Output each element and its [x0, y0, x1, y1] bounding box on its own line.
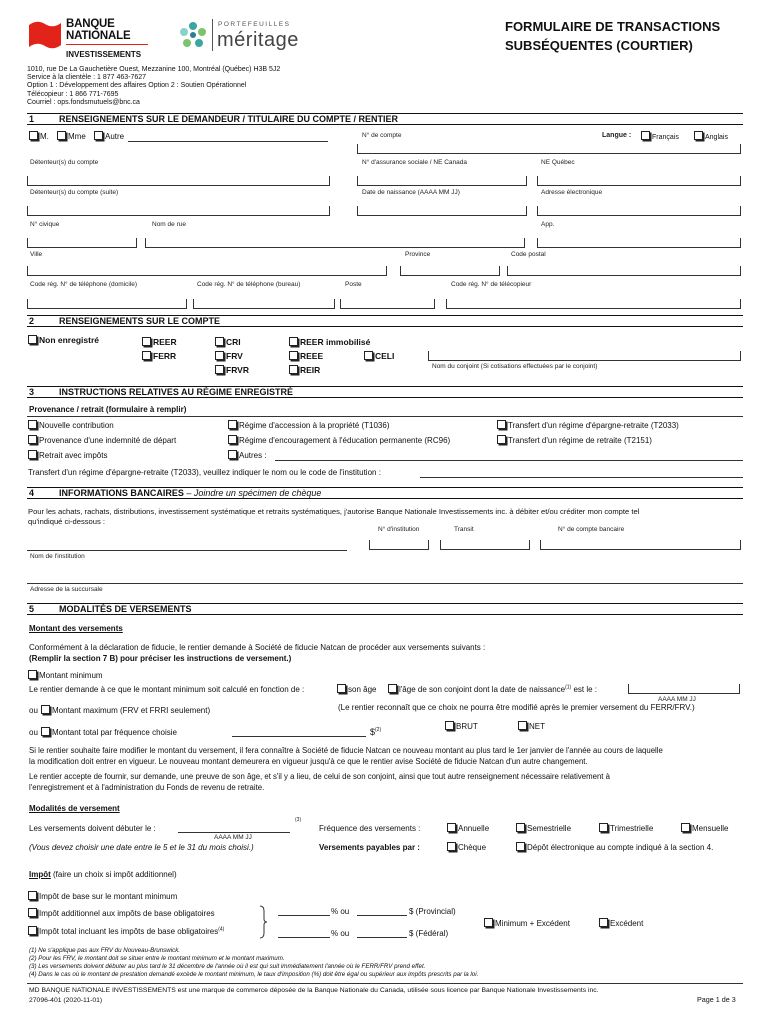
footer-trademark: MD BANQUE NATIONALE INVESTISSEMENTS est une marque de commerce déposée de la Banque Nationale du Canada, utilisée sous licence par Banque Nationale Investissements inc. [29, 987, 599, 994]
checkbox-retrait-impots[interactable]: Retrait avec impôts [28, 450, 107, 460]
label-ne-quebec: NE Québec [541, 159, 575, 166]
checkbox-reer-immobilise[interactable]: REER immobilisé [289, 337, 370, 348]
modif-para-2: la modification doit entrer en vigueur. Le nouveau montant demeurera en vigueur jusqu'à ce que le rentier avise Société de fiducie Natcan d'un autre changement. [29, 757, 588, 766]
field-telecopieur[interactable] [446, 297, 741, 309]
checkbox-anglais[interactable]: Anglais [694, 131, 728, 142]
address-block: 1010, rue De La Gauchetière Ouest, Mezzanine 100, Montréal (Québec) H3B 5J2 Service à la clientèle : 1 877 463-7627 Option 1 : Développement des affaires Option 2 : Soutien Opérationnel Télécopieur : 1 866 771-7695 Courriel : ops.fondsmutuels@bnc.ca [27, 66, 281, 106]
label-courriel: Adresse électronique [541, 189, 603, 196]
meritage-logo [178, 17, 318, 57]
checkbox-reee[interactable]: REEE [289, 351, 323, 362]
checkbox-t2151[interactable]: Transfert d'un régime de retraite (T2151) [497, 435, 652, 445]
label-tel-bur: Code rég. N° de téléphone (bureau) [197, 281, 301, 288]
footnote-3: (3) Les versements doivent débuter au plus tard le 31 décembre de l'année où il est qui suit immédiatement l'année où le FERR/FRV prend effet. [29, 963, 426, 970]
checkbox-impot-base[interactable]: Impôt de base sur le montant minimum [28, 891, 177, 901]
field-province[interactable] [400, 264, 500, 276]
field-detenteur-suite[interactable] [27, 204, 330, 216]
label-detenteur-suite: Détenteur(s) du compte (suite) [30, 189, 119, 196]
fed-label: $ (Fédéral) [409, 929, 449, 938]
section-5-header: 5 MODALITÉS DE VERSEMENTS [27, 603, 743, 615]
checkbox-montant-minimum[interactable]: Montant minimum [28, 670, 103, 680]
field-date-debut[interactable] [178, 832, 290, 833]
brace-icon [258, 905, 268, 939]
label-code-postal: Code postal [511, 251, 546, 258]
label-adresse-succursale: Adresse de la succursale [30, 586, 103, 593]
checkbox-impot-total[interactable]: Impôt total incluant les impôts de base obligatoires$^{(4)}$ [28, 926, 224, 936]
checkbox-rep[interactable]: Régime d'encouragement à l'éducation permanente (RC96) [228, 435, 450, 445]
label-nom-institution: Nom de l'institution [30, 553, 85, 560]
field-montant-provincial[interactable] [357, 915, 407, 916]
checkbox-net[interactable]: NET [518, 721, 545, 731]
modalites-heading: Modalités de versement [29, 804, 120, 813]
label-ville: Ville [30, 251, 43, 258]
checkbox-montant-maximum[interactable]: Montant maximum (FRV et FRRI seulement) [41, 705, 210, 715]
frequence-label: Fréquence des versements : [319, 824, 421, 833]
meritage-top: PORTEFEUILLES [218, 21, 291, 28]
label-conjoint: Nom du conjoint (Si cotisations effectuées par le conjoint) [432, 363, 598, 370]
field-montant-federal[interactable] [357, 937, 407, 938]
footer-code: 27096-401 (2020-11-01) [29, 997, 103, 1004]
field-naissance[interactable] [357, 204, 527, 216]
choix-note: (Le rentier reconnaît que ce choix ne pourra être modifié après le premier versement du FERR/FRV.) [338, 703, 695, 712]
meritage-flower-logo [178, 20, 208, 50]
debuter-text: Les versements doivent débuter le : [29, 824, 156, 833]
field-rue[interactable] [145, 236, 525, 248]
sup-3: (3) [295, 817, 302, 823]
field-detenteur[interactable] [27, 174, 330, 186]
label-no-compte-bancaire: N° de compte bancaire [558, 526, 625, 533]
checkbox-cheque[interactable]: Chèque [447, 842, 486, 852]
checkbox-non-enregistre[interactable]: Non enregistré [28, 335, 99, 346]
label-poste: Poste [345, 281, 362, 288]
checkbox-frv[interactable]: FRV [215, 351, 243, 362]
label-no-compte: N° de compte [362, 132, 402, 139]
prov-label: $ (Provincial) [409, 907, 456, 916]
checkbox-brut[interactable]: BRUT [445, 721, 478, 731]
label-app: App. [541, 221, 555, 228]
conformement-text: Conformément à la déclaration de fiducie, le rentier demande à Société de fiducie Natcan de procéder aux versements suivants : [29, 643, 486, 652]
checkbox-celi[interactable]: CELI [364, 351, 394, 362]
checkbox-depot[interactable]: Dépôt électronique au compte indiqué à la section 4. [516, 842, 713, 852]
label-rue: Nom de rue [152, 221, 186, 228]
label-langue: Langue : [602, 132, 632, 139]
pct-ou-2: % ou [331, 929, 350, 938]
field-ne-quebec[interactable] [537, 174, 741, 186]
field-code-postal[interactable] [507, 264, 741, 276]
footnotes [29, 947, 478, 979]
field-institution[interactable] [369, 538, 429, 550]
field-compte-bancaire[interactable] [540, 538, 741, 550]
checkbox-son-age[interactable]: son âge [337, 684, 376, 694]
checkbox-age-conjoint[interactable]: l'âge de son conjoint dont la date de naissance$^{(1)}$ est le : [388, 684, 597, 694]
section-4-header: 4 INFORMATIONS BANCAIRES – Joindre un spécimen de chèque [27, 487, 743, 499]
field-pct-provincial[interactable] [278, 915, 330, 916]
checkbox-rap[interactable]: Régime d'accession à la propriété (T1036) [228, 420, 390, 430]
label-aaaa: AAAA MM JJ [658, 696, 696, 703]
checkbox-montant-total[interactable]: Montant total par fréquence choisie [41, 727, 177, 737]
checkbox-reer[interactable]: REER [142, 337, 177, 348]
form-title: FORMULAIRE DE TRANSACTIONS SUBSÉQUENTES (COURTIER) [505, 19, 721, 53]
checkbox-m[interactable]: M. [29, 131, 49, 141]
checkbox-nouvelle-contribution[interactable]: Nouvelle contribution [28, 420, 114, 430]
preuve-para-2: l'enregistrement et à l'administration du Fonds de revenu de retraite. [29, 783, 265, 792]
pct-ou-1: % ou [331, 907, 350, 916]
footer-page: Page 1 de 3 [697, 995, 736, 1004]
label-tel-dom: Code rég. N° de téléphone (domicile) [30, 281, 138, 288]
checkbox-frvr[interactable]: FRVR [215, 365, 249, 376]
field-conjoint[interactable] [428, 349, 741, 361]
checkbox-trimestrielle[interactable]: Trimestrielle [599, 823, 653, 833]
checkbox-mensuelle[interactable]: Mensuelle [681, 823, 728, 833]
field-courriel[interactable] [537, 204, 741, 216]
label-aaaa-2: AAAA MM JJ [214, 834, 252, 841]
label-nas: N° d'assurance sociale / NE Canada [362, 159, 468, 166]
label-civique: N° civique [30, 221, 60, 228]
footnote-1: (1) Ne s'applique pas aux FRV du Nouveau-Brunswick. [29, 947, 181, 954]
section-3-header: 3 INSTRUCTIONS RELATIVES AU RÉGIME ENREGISTRÉ [27, 386, 743, 398]
label-naissance: Date de naissance (AAAA MM JJ) [362, 189, 460, 196]
remplir-text: (Remplir la section 7 B) pour préciser les instructions de versement.) [29, 654, 292, 663]
impot-heading: Impôt (faire un choix si impôt additionnel) [29, 870, 177, 879]
checkbox-minimum-excedent[interactable]: Minimum + Excédent [484, 918, 570, 928]
checkbox-francais[interactable]: Français [641, 131, 679, 142]
checkbox-autre[interactable]: Autre [94, 131, 124, 141]
field-poste[interactable] [340, 297, 435, 309]
transfert-note: Transfert d'un régime d'épargne-retraite (T2033), veuillez indiquer le nom ou le code de l'institution : [28, 468, 381, 477]
preuve-para-1: Le rentier accepte de fournir, sur demande, une preuve de son âge, et s'il y a lieu, de celui de son conjoint, ainsi que tout autre renseignement nécessaire relativement à [29, 772, 610, 781]
field-no-compte[interactable] [357, 142, 741, 154]
checkbox-autres[interactable]: Autres : [228, 450, 267, 460]
checkbox-cri[interactable]: CRI [215, 337, 241, 348]
ou-1: ou [29, 706, 38, 715]
modif-para-1: Si le rentier souhaite faire modifier le montant du versement, il fera connaître à Société de fiducie Natcan ce nouveau montant au plus tard le 1er janvier de l'année au cours de laquelle [29, 746, 663, 755]
checkbox-mme[interactable]: Mme [57, 131, 86, 141]
field-nas[interactable] [357, 174, 527, 186]
field-app[interactable] [537, 236, 741, 248]
dollar-sign: \$$^{(2)}$ [370, 727, 382, 737]
bank-flag-logo [27, 19, 63, 51]
bank-name: BANQUE NATIONALE [66, 18, 131, 42]
checkbox-indemnite[interactable]: Provenance d'une indemnité de départ [28, 435, 176, 445]
bank-para-1: Pour les achats, rachats, distributions, investissement systématique et retraits systématiques, j'autorise Banque Nationale Investissements inc. à débiter et/ou créditer mon compte tel [28, 507, 640, 516]
checkbox-annuelle[interactable]: Annuelle [447, 823, 489, 833]
field-montant-total[interactable] [232, 736, 366, 737]
checkbox-t2033[interactable]: Transfert d'un régime d'épargne-retraite (T2033) [497, 420, 679, 430]
field-tel-bur[interactable] [193, 297, 335, 309]
label-detenteur: Détenteur(s) du compte [30, 159, 99, 166]
label-province: Province [405, 251, 431, 258]
field-nom-institution[interactable] [27, 550, 347, 551]
label-telecopieur: Code rég. N° de télécopieur [451, 281, 532, 288]
field-tel-dom[interactable] [27, 297, 187, 309]
provenance-title: Provenance / retrait (formulaire à remplir) [29, 405, 187, 414]
label-institution: N° d'institution [378, 526, 420, 533]
label-transit: Transit [454, 526, 474, 533]
section-1-header: 1 RENSEIGNEMENTS SUR LE DEMANDEUR / TITULAIRE DU COMPTE / RENTIER [27, 113, 743, 125]
bank-subtitle: INVESTISSEMENTS [66, 50, 142, 59]
field-institution-transfert[interactable] [420, 477, 743, 478]
checkbox-reir[interactable]: REIR [289, 365, 320, 376]
checkbox-excedent[interactable]: Excédent [599, 918, 643, 928]
footnote-2: (2) Pour les FRV, le montant doit se situer entre le montant minimum et le montant maximum. [29, 955, 285, 962]
section-2-header: 2 RENSEIGNEMENTS SUR LE COMPTE [27, 315, 743, 327]
checkbox-ferr[interactable]: FERR [142, 351, 176, 362]
footnote-4: (4) Dans le cas où le montant de prestation demandé excède le montant minimum, le taux d'imposition (%) doit être égal ou supérieur aux impôts prescrits par la loi. [29, 971, 479, 978]
field-pct-federal[interactable] [278, 937, 330, 938]
bank-para-2: qu'indiqué ci-dessous : [28, 517, 106, 526]
payables-label: Versements payables par : [319, 843, 420, 852]
calcul-text: Le rentier demande à ce que le montant minimum soit calculé en fonction de : [29, 685, 305, 694]
montant-heading: Montant des versements [29, 624, 123, 633]
meritage-name: méritage [217, 29, 299, 51]
field-date-conjoint[interactable] [628, 682, 740, 694]
choisir-note: (Vous devez choisir une date entre le 5 et le 31 du mois choisi.) [29, 843, 254, 852]
ou-2: ou [29, 728, 38, 737]
field-adresse-succursale[interactable] [27, 583, 743, 584]
field-transit[interactable] [440, 538, 530, 550]
field-civique[interactable] [27, 236, 137, 248]
bank-logo [27, 17, 157, 63]
checkbox-semestrielle[interactable]: Semestrielle [516, 823, 571, 833]
field-ville[interactable] [27, 264, 387, 276]
checkbox-impot-additionnel[interactable]: Impôt additionnel aux impôts de base obligatoires [28, 908, 215, 918]
